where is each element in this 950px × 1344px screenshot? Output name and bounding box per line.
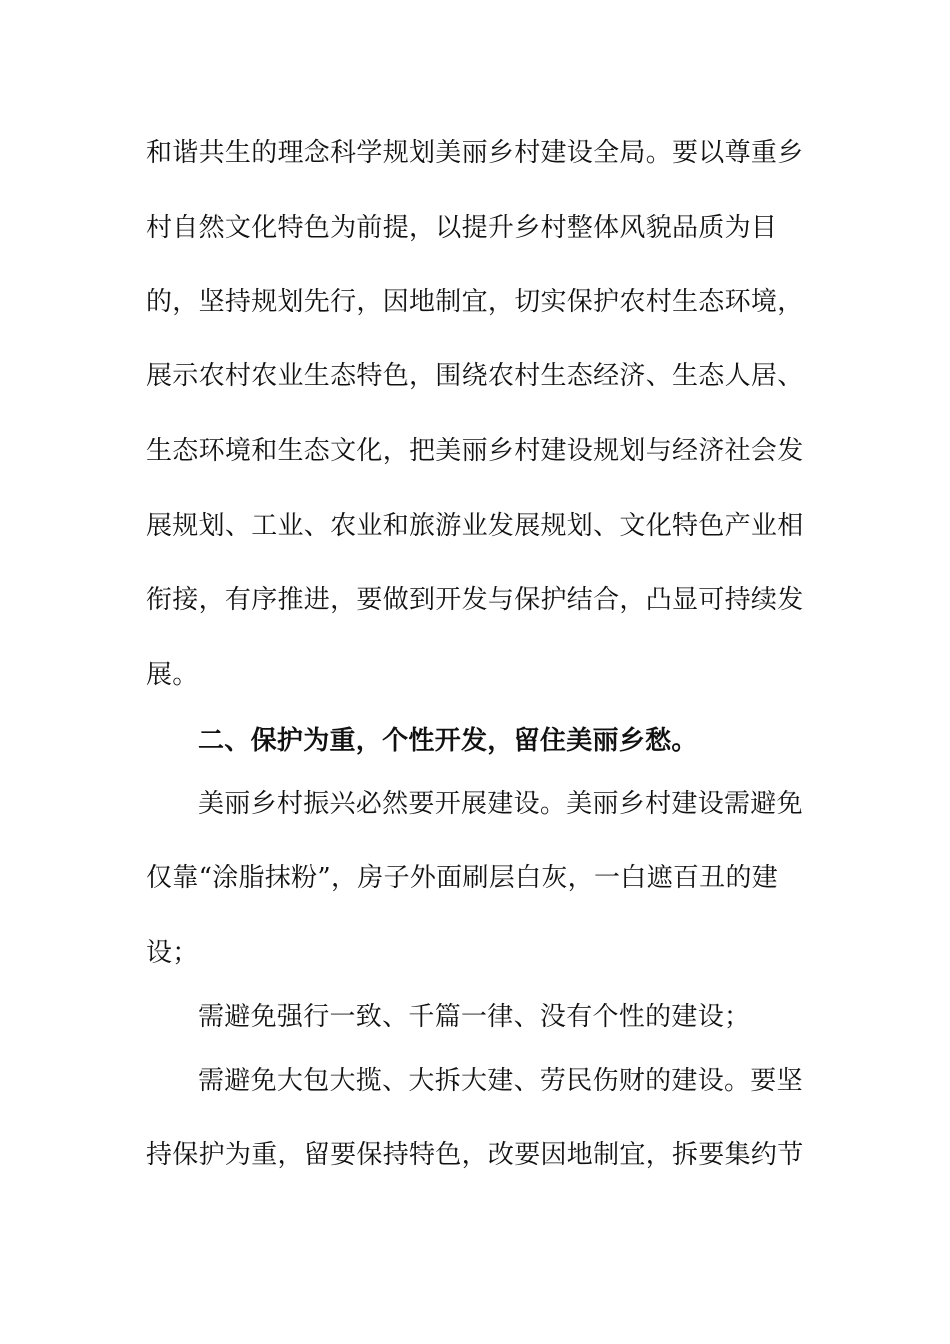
text-line: 需避免大包大揽、大拆大建、劳民伤财的建设。要坚 [198, 1066, 803, 1096]
text-line: 展规划、工业、农业和旅游业发展规划、文化特色产业相 [146, 511, 804, 541]
text-line: 村自然文化特色为前提，以提升乡村整体风貌品质为目 [146, 213, 778, 243]
text-line: 衔接，有序推进，要做到开发与保护结合，凸显可持续发 [146, 585, 804, 615]
text-line: 需避免强行一致、千篇一律、没有个性的建设； [198, 1002, 751, 1032]
text-line: 展示农村农业生态特色，围绕农村生态经济、生态人居、 [146, 361, 804, 391]
text-line: 和谐共生的理念科学规划美丽乡村建设全局。要以尊重乡 [146, 138, 804, 168]
text-line: 美丽乡村振兴必然要开展建设。美丽乡村建设需避免 [198, 789, 803, 819]
text-line: 设； [146, 938, 199, 968]
text-line: 的，坚持规划先行，因地制宜，切实保护农村生态环境， [146, 287, 804, 317]
text-line: 持保护为重，留要保持特色，改要因地制宜，拆要集约节 [146, 1140, 804, 1170]
section-heading: 二、保护为重，个性开发，留住美丽乡愁。 [198, 726, 698, 756]
text-line: 生态环境和生态文化，把美丽乡村建设规划与经济社会发 [146, 436, 804, 466]
text-line: 仅靠“涂脂抹粉”，房子外面刷层白灰，一白遮百丑的建 [146, 863, 779, 893]
text-line: 展。 [146, 660, 199, 690]
